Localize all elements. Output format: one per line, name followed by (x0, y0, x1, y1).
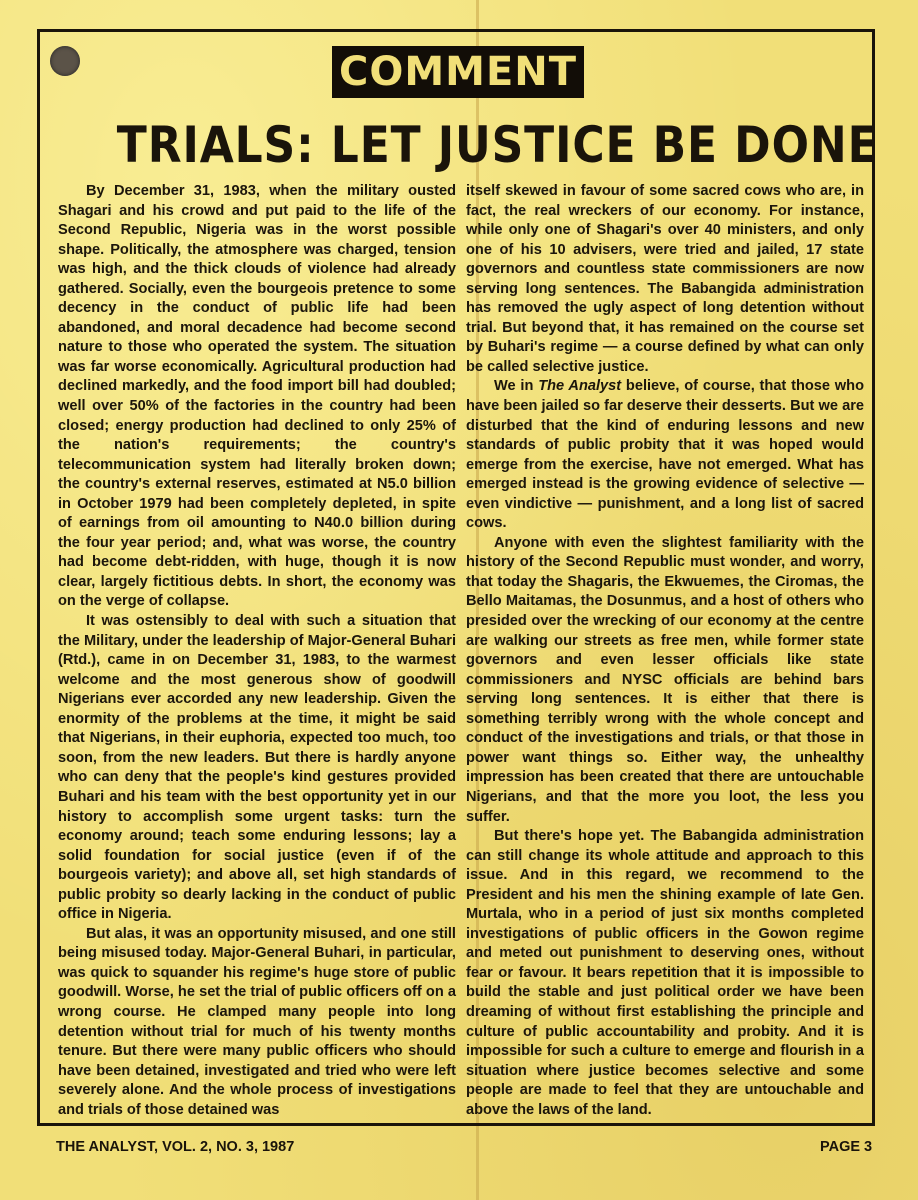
left-column (58, 182, 456, 1120)
footer-publication: THE ANALYST, VOL. 2, NO. 3, 1987 (56, 1139, 295, 1155)
paragraph-continuation: itself skewed in favour of some sacred cows who are, in fact, the real wreckers of our economy. For instance, while only one of Shagari's over 40 ministers, and only one of his 10 advisers, were tried and jailed, 17 state governors and countless state commissioners are now serving long sentences. The Babangida administration has removed the ugly aspect of long detention without trial. But beyond that, it has remained on the course set by Buhari's regime — a course defined by what can only be called selective justice. (466, 183, 864, 375)
right-column (466, 182, 864, 1120)
headline: TRIALS: LET JUSTICE BE DONE (116, 116, 879, 174)
text-run: We in (494, 378, 539, 395)
footer-page-number: PAGE 3 (820, 1139, 873, 1155)
text-run: believe, of course, that those who have been jailed so far deserve their desserts. But we are disturbed that the kind of enduring lessons and new standards of public probity that it was hoped would emerge from the exercise, have not emerged. What has emerged instead is the growing evidence of selective — even vindictive — punishment, and a long list of sacred cows. (466, 378, 864, 532)
paragraph (466, 377, 864, 533)
paragraph: Anyone with even the slightest familiarity with the history of the Second Republic must wonder, and worry, that today the Shagaris, the Ekwuemes, the Ciromas, the Bello Maitamas, the Dosunmus, and a host of others who presided over the wrecking of our economy at the centre are walking our streets as free men, while former state governors and even lesser officials like state commissioners and NYSC officials are behind bars serving long sentences. It is either that there is something terribly wrong with the whole concept and conduct of the investigations and trials, or that those in power want things so. Either way, the unhealthy impression has been created that there are untouchable Nigerians, and that the more you loot, the less you suffer. (466, 534, 864, 825)
paragraph: By December 31, 1983, when the military ousted Shagari and his crowd and put paid to the life of the Second Republic, Nigeria was in the worst possible shape. Politically, the atmosphere was charged, tension was high, and the thick clouds of violence had already gathered. Socially, even the bourgeois pretence to some decency in the conduct of public life had been abandoned, and moral decadence had become second nature to those who operated the system. The situation was far worse economically. Agricultural production had declined markedly, and the food import bill had doubled; well over 50% of the factories in the country had been closed; energy production had declined to only 25% of the nation's requirements; the country's telecommunication system had literally broken down; the country's external reserves, estimated at N5.0 billion in October 1979 had been completely depleted, in spite of earnings from oil amounting to N40.0 billion during the four year period; and, what was worse, the country had become debt-ridden, with huge, though it is now clear, largely fictitious debts. In short, the economy was on the verge of collapse. (58, 183, 456, 610)
paragraph: But there's hope yet. The Babangida administration can still change its whole attitude and approach to this issue. And in this regard, we recommend to the President and his men the shining example of late Gen. Murtala, who in a period of just six months completed investigations of public officers in the Gowon regime and meted out punishment to deserving ones, without fear or favour. It bears repetition that it is impossible to build the stable and just political order we have been dreaming of without first establishing the principle and culture of public accountability and probity. And it is impossible for such a culture to emerge and flourish in a situation where justice becomes selective and some people are made to feel that they are untouchable and above the laws of the land. (466, 828, 864, 1118)
comment-label: COMMENT (332, 46, 584, 98)
paragraph: But alas, it was an opportunity misused, and one still being misused today. Major-General Buhari, in particular, was quick to squander his regime's huge store of public goodwill. Worse, he set the trial of public officers off on a wrong course. He clamped many people into long detention without trial for much of his twenty months tenure. But there were many public officers who should have been detained, investigated and tried who were left severely alone. And the whole process of investigations and trials of those detained was (58, 925, 456, 1118)
publication-name: The Analyst (538, 378, 622, 395)
paragraph: It was ostensibly to deal with such a situation that the Military, under the leadership of Major-General Buhari (Rtd.), came in on December 31, 1983, to the warmest welcome and the most generous show of goodwill Nigerians ever accorded any new leadership. Given the enormity of the problems at the time, it might be said that Nigerians, in their euphoria, expected too much, too soon, from the new leaders. But there is hardly anyone who can deny that the people's kind gestures provided Buhari and his team with the best opportunity yet in our history to accomplish some urgent tasks: turn the economy around; teach some enduring lessons; lay a solid foundation for social justice (even if of the bourgeois variety); and above all, set high standards of public probity so dearly lacking in the conduct of public office in Nigeria. (58, 613, 456, 923)
